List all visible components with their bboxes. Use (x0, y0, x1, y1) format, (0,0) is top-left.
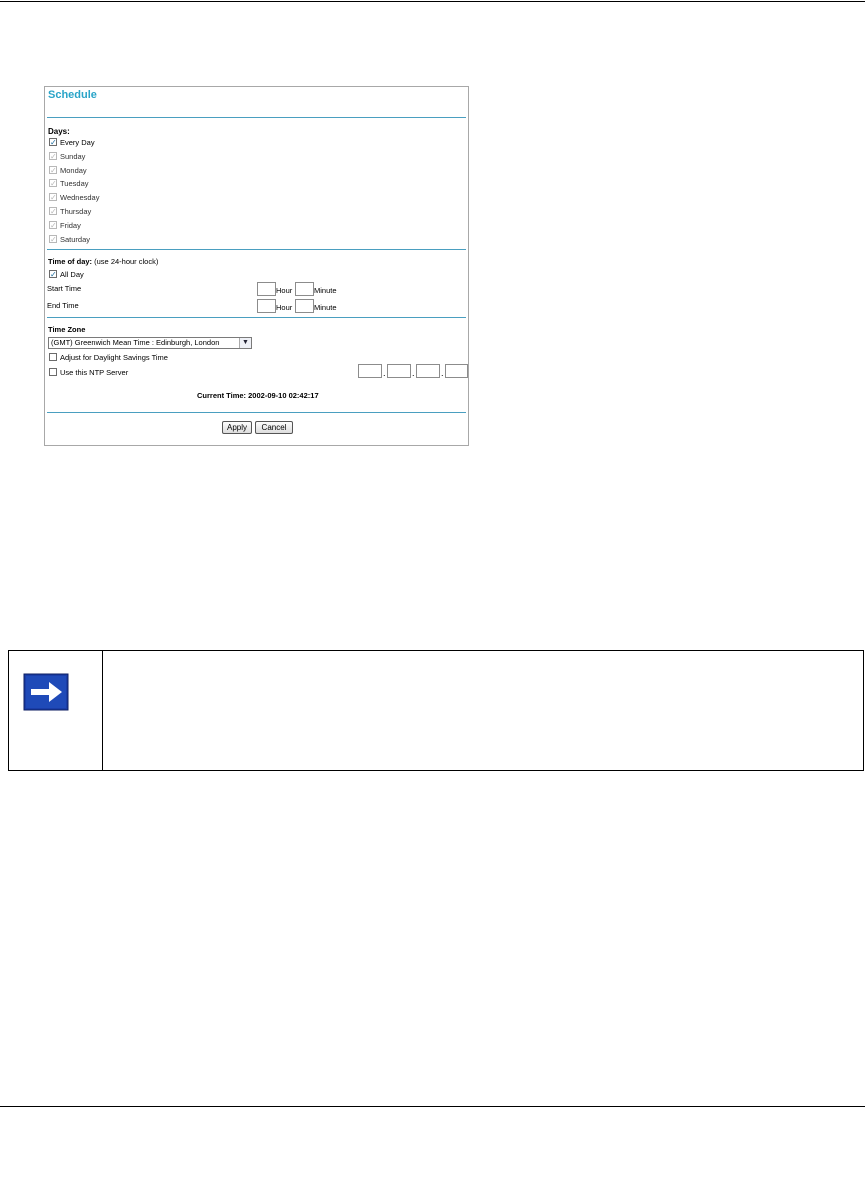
separator (47, 412, 466, 413)
top-rule (0, 1, 865, 2)
saturday-label: Saturday (60, 235, 91, 244)
ntp-server-label: Use this NTP Server (60, 368, 129, 377)
days-heading: Days: (48, 127, 70, 136)
start-hour-label: Hour (276, 286, 293, 295)
bottom-rule (0, 1106, 865, 1107)
monday-checkbox[interactable]: ✓ (50, 166, 57, 175)
all-day-label: All Day (60, 270, 84, 279)
every-day-label: Every Day (60, 138, 95, 147)
ntp-ip-octet-1[interactable] (358, 364, 382, 378)
page-title: Schedule (48, 89, 97, 101)
saturday-checkbox[interactable]: ✓ (50, 235, 57, 244)
ntp-ip-octet-2[interactable] (387, 364, 411, 378)
start-minute-input[interactable] (295, 282, 314, 296)
start-hour-input[interactable] (257, 282, 276, 296)
daylight-savings-label: Adjust for Daylight Savings Time (60, 353, 168, 362)
current-time-label: Current Time: (197, 391, 247, 400)
end-time-label: End Time (47, 301, 79, 310)
separator (47, 117, 466, 118)
friday-checkbox[interactable]: ✓ (50, 221, 57, 230)
ntp-ip-octet-4[interactable] (445, 364, 468, 378)
schedule-screenshot (44, 86, 469, 446)
daylight-savings-checkbox[interactable] (49, 353, 57, 361)
start-time-label: Start Time (47, 284, 82, 293)
chevron-down-icon[interactable]: ▼ (239, 338, 251, 348)
note-divider (102, 651, 103, 770)
all-day-checkbox[interactable]: ✓ (50, 270, 57, 279)
cancel-button[interactable]: Cancel (255, 421, 293, 434)
start-minute-label: Minute (314, 286, 337, 295)
time-of-day-heading (48, 257, 158, 266)
time-of-day-label: Time of day: (48, 257, 93, 266)
end-minute-input[interactable] (295, 299, 314, 313)
current-time-value: 2002-09-10 02:42:17 (248, 391, 319, 400)
wednesday-checkbox[interactable]: ✓ (50, 193, 57, 202)
ntp-server-checkbox[interactable] (49, 368, 57, 376)
monday-label: Monday (60, 166, 87, 175)
ip-dot: . (412, 368, 415, 378)
thursday-label: Thursday (60, 207, 92, 216)
separator (47, 249, 466, 250)
sunday-label: Sunday (60, 152, 86, 161)
wednesday-label: Wednesday (60, 193, 100, 202)
ntp-ip-octet-3[interactable] (416, 364, 440, 378)
time-zone-value: (GMT) Greenwich Mean Time : Edinburgh, London (51, 338, 220, 347)
end-hour-label: Hour (276, 303, 293, 312)
friday-label: Friday (60, 221, 81, 230)
tuesday-label: Tuesday (60, 179, 89, 188)
note-box (8, 650, 864, 771)
ip-dot: . (441, 368, 444, 378)
sunday-checkbox[interactable]: ✓ (50, 152, 57, 161)
every-day-checkbox[interactable]: ✓ (50, 138, 57, 147)
time-of-day-note: (use 24-hour clock) (94, 257, 159, 266)
end-hour-input[interactable] (257, 299, 276, 313)
separator (47, 317, 466, 318)
end-minute-label: Minute (314, 303, 337, 312)
thursday-checkbox[interactable]: ✓ (50, 207, 57, 216)
apply-button[interactable]: Apply (222, 421, 252, 434)
tuesday-checkbox[interactable]: ✓ (50, 179, 57, 188)
time-zone-heading: Time Zone (48, 325, 86, 334)
current-time (197, 391, 319, 400)
ip-dot: . (383, 368, 386, 378)
time-zone-select[interactable] (48, 337, 252, 349)
right-arrow-icon (23, 673, 69, 711)
